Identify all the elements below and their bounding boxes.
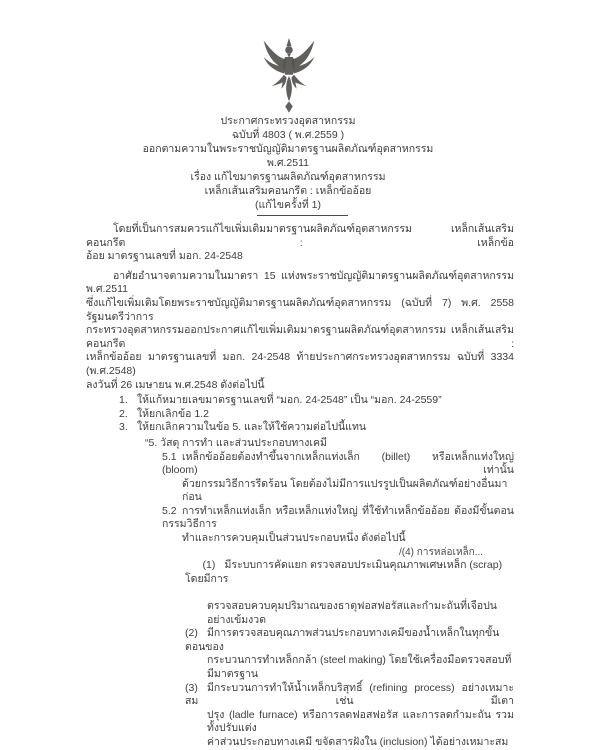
amendment-item-1-text: ให้แก้หมายเลขมาตรฐานเลขที่ “มอก. 24-2548” เป็น “มอก. 24-2559”	[137, 394, 442, 407]
amendment-item-3	[86, 421, 514, 435]
preamble-line-2: อ้อย มาตรฐานเลขที่ มอก. 24-2548	[86, 250, 243, 263]
header-divider-line	[257, 215, 348, 216]
authority-line-2: ซึ่งแก้ไขเพิ่มเติมโดยพระราชบัญญัติมาตรฐานผลิตภัณฑ์อุตสาหกรรม (ฉบับที่ 7) พ.ศ. 2558 รัฐมนตรีว่าการ	[86, 296, 514, 323]
preamble-line-1: โดยที่เป็นการสมควรแก้ไขเพิ่มเติมมาตรฐานผลิตภัณฑ์อุตสาหกรรม เหล็กเส้นเสริมคอนกรีต : เหล็กข้อ	[86, 223, 514, 249]
subclause-3-line-1: (3) มีกระบวนการทำให้น้ำเหล็กบริสุทธิ์ (refining process) อย่างเหมาะสม เช่น มีเตา	[185, 681, 514, 708]
amendment-item-3-text: ให้ยกเลิกความในข้อ 5. และให้ใช้ความต่อไปนี้แทน	[137, 421, 367, 434]
clause-5-2-line-2: ทำและการควบคุมเป็นส่วนประกอบหนึ่ง ดังต่อไปนี้	[182, 532, 406, 545]
subclause-3-line-2: ปรุง (ladle furnace) หรือการลดฟอสฟอรัส และการลดกำมะถัน รวมทั้งปรับแต่ง	[207, 708, 514, 735]
subclause-1-line-2: ตรวจสอบควบคุมปริมาณของธาตุฟอสฟอรัสและกำมะถันที่เจือปนอย่างเข้มงวด	[207, 600, 497, 626]
amendment-item-2-text: ให้ยกเลิกข้อ 1.2	[137, 407, 209, 420]
clause-5-2-number: 5.2	[162, 504, 177, 517]
subclause-1-line-1: (1) มีระบบการคัดแยก ตรวจสอบประเมินคุณภาพเศษเหล็ก (scrap) โดยมีการ	[185, 559, 526, 585]
amendment-item-2-number: 2.	[119, 407, 128, 420]
subclause-2-number: (2)	[185, 627, 198, 640]
act-year: พ.ศ.2511	[267, 157, 309, 169]
garuda-emblem-icon	[257, 38, 321, 114]
subclause-1-number: (1)	[202, 559, 216, 572]
amendment-item-3-number: 3.	[119, 421, 128, 434]
document-header	[88, 114, 488, 212]
subject-line-1: เรื่อง แก้ไขมาตรฐานผลิตภัณฑ์อุตสาหกรรม	[190, 171, 386, 183]
authority-line-4: เหล็กข้ออ้อย มาตรฐานเลขที่ มอก. 24-2548 ท้ายประกาศกระทรวงอุตสาหกรรม ฉบับที่ 3334 (พ.ศ.2548)	[86, 351, 514, 377]
authority-line-1: อาศัยอำนาจตามความในมาตรา 15 แห่งพระราชบัญญัติมาตรฐานผลิตภัณฑ์อุตสาหกรรม พ.ศ.2511	[86, 269, 514, 296]
section5-heading: “5. วัสดุ การทำ และส่วนประกอบทางเคมี	[145, 436, 327, 449]
amendment-item-1	[86, 394, 514, 408]
amendment-item-2	[86, 408, 514, 422]
authority-line-3: กระทรวงอุตสาหกรรมออกประกาศแก้ไขเพิ่มเติมมาตรฐานผลิตภัณฑ์อุตสาหกรรม เหล็กเส้นเสริมคอนกรีต :	[86, 324, 514, 350]
announcement-title: ประกาศกระทรวงอุตสาหกรรม	[220, 115, 356, 127]
subclause-3-line-3: ค่าส่วนประกอบทางเคมี ขจัดสารฝังใน (inclusion) ได้อย่างเหมาะสม	[207, 735, 509, 748]
subclause-2-line-2: กระบวนการทำเหล็กกล้า (steel making) โดยใช้เครื่องมือตรวจสอบที่มีมาตรฐาน	[207, 654, 512, 680]
authority-line-5: ลงวันที่ 26 เมษายน พ.ศ.2548 ดังต่อไปนี้	[86, 378, 265, 391]
amendment-item-1-number: 1.	[119, 394, 128, 407]
issue-number: ฉบับที่ 4803 ( พ.ศ.2559 )	[231, 129, 345, 141]
subclause-2-line-1: (2) มีการตรวจสอบคุณภาพส่วนประกอบทางเคมีของน้ำเหล็กในทุกขั้นตอนของ	[185, 627, 500, 653]
amendment-note: (แก้ไขครั้งที่ 1)	[254, 199, 322, 211]
clause-5-1-line-2: ด้วยกรรมวิธีการรีดร้อน โดยต้องไม่มีการแปรรูปเป็นผลิตภัณฑ์อย่างอื่นมาก่อน	[182, 477, 508, 504]
subclause-3-number: (3)	[185, 681, 198, 694]
clause-5-1-number: 5.1	[162, 450, 177, 463]
subject-line-2: เหล็กเส้นเสริมคอนกรีต : เหล็กข้ออ้อย	[204, 185, 372, 197]
clause-5-1-line-1: 5.1 เหล็กข้ออ้อยต้องทำขึ้นจากเหล็กแท่งเล็ก (billet) หรือเหล็กแท่งใหญ่ (bloom) เท่านั้น	[162, 450, 514, 477]
clause-5-2-line-1: 5.2 การทำเหล็กแท่งเล็ก หรือเหล็กแท่งใหญ่ ที่ใช้ทำเหล็กข้ออ้อย ต้องมีขั้นตอนกรรมวิธีการ	[162, 504, 514, 531]
act-reference: ออกตามความในพระราชบัญญัติมาตรฐานผลิตภัณฑ์อุตสาหกรรม	[142, 143, 434, 155]
document-body	[86, 223, 526, 750]
page-continuation-note: /(4) การหล่อเหล็ก...	[399, 547, 484, 558]
